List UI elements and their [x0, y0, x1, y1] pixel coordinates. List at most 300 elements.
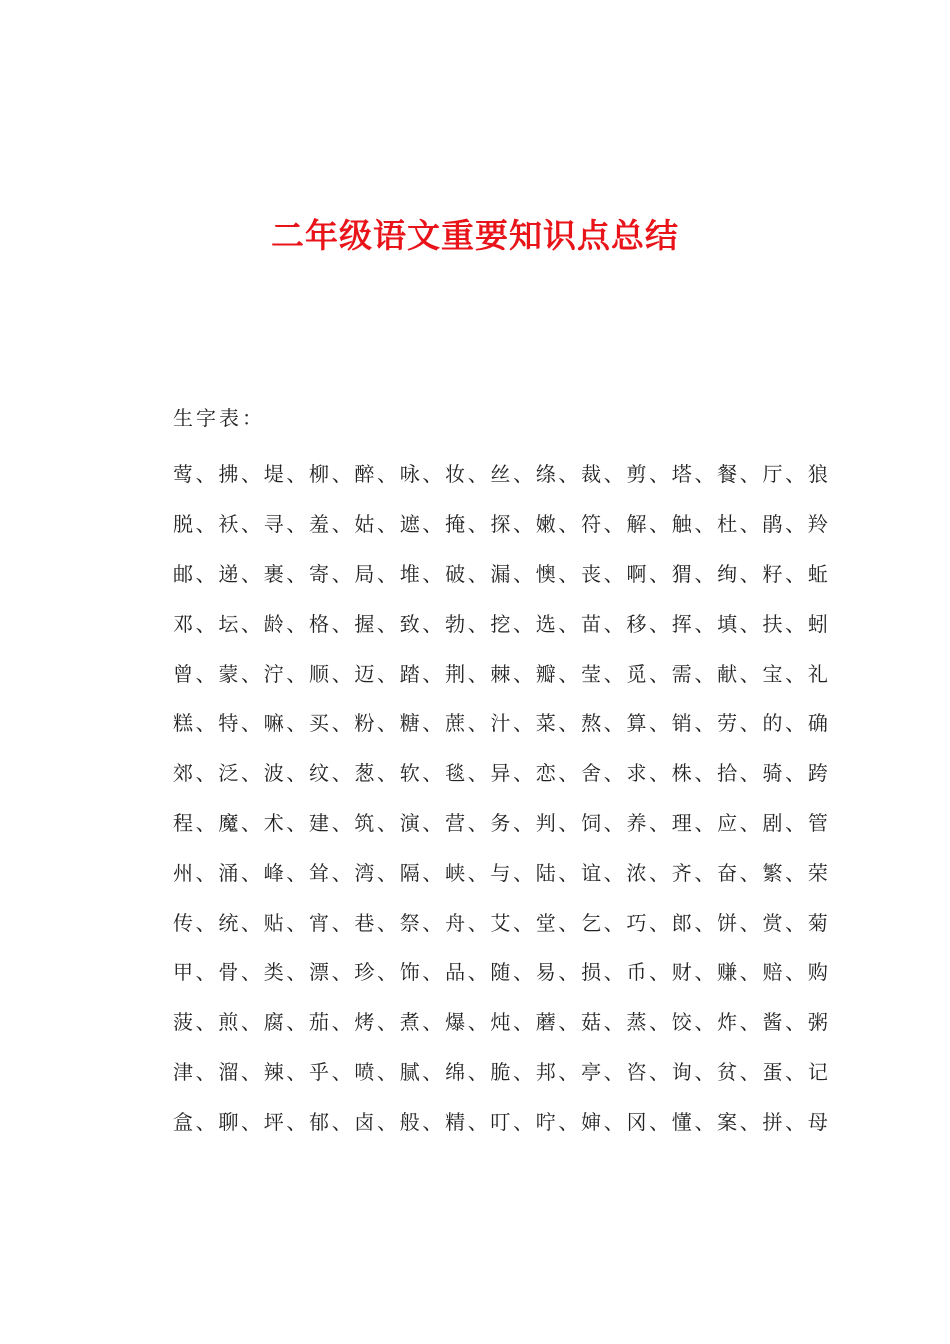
separator: 、	[513, 910, 534, 935]
character-item: 术	[263, 810, 284, 835]
character-item: 拂	[218, 462, 239, 487]
separator: 、	[694, 561, 715, 586]
separator: 、	[603, 611, 624, 636]
character-item: 寻	[263, 512, 284, 537]
character-item: 觅	[626, 661, 647, 686]
separator: 、	[241, 611, 262, 636]
character-item: 懊	[535, 561, 556, 586]
separator: 、	[739, 761, 760, 786]
separator: 、	[467, 611, 488, 636]
character-item: 浓	[626, 860, 647, 885]
separator: 、	[331, 711, 352, 736]
character-item: 舍	[581, 761, 602, 786]
character-item: 拼	[762, 1109, 783, 1134]
separator: 、	[286, 1109, 307, 1134]
separator: 、	[241, 711, 262, 736]
character-item: 嘛	[263, 711, 284, 736]
separator: 、	[513, 860, 534, 885]
character-item: 茄	[309, 1010, 330, 1035]
separator: 、	[241, 462, 262, 487]
separator: 、	[694, 910, 715, 935]
character-item: 的	[762, 711, 783, 736]
character-table	[173, 448, 828, 1145]
separator: 、	[558, 1059, 579, 1084]
separator: 、	[422, 711, 443, 736]
character-item: 龄	[263, 611, 284, 636]
character-item: 巧	[626, 910, 647, 935]
character-item: 移	[626, 611, 647, 636]
separator: 、	[558, 711, 579, 736]
separator: 、	[649, 810, 670, 835]
separator: 、	[286, 761, 307, 786]
separator: 、	[649, 860, 670, 885]
separator: 、	[649, 960, 670, 985]
separator: 、	[331, 910, 352, 935]
separator: 、	[467, 661, 488, 686]
character-item: 需	[671, 661, 692, 686]
character-item: 特	[218, 711, 239, 736]
separator: 、	[286, 711, 307, 736]
separator: 、	[377, 960, 398, 985]
separator: 、	[558, 1109, 579, 1134]
separator: 、	[513, 512, 534, 537]
separator: 、	[241, 960, 262, 985]
character-item: 乎	[309, 1059, 330, 1084]
character-item: 曾	[173, 661, 193, 686]
character-item: 堂	[535, 910, 556, 935]
character-item: 营	[445, 810, 466, 835]
character-item: 饰	[399, 960, 420, 985]
separator: 、	[739, 711, 760, 736]
separator: 、	[603, 1010, 624, 1035]
separator: 、	[422, 860, 443, 885]
character-item: 邦	[535, 1059, 556, 1084]
separator: 、	[241, 1010, 262, 1035]
character-item: 礼	[807, 661, 828, 686]
character-item: 解	[626, 512, 647, 537]
character-item: 易	[535, 960, 556, 985]
separator: 、	[195, 860, 216, 885]
character-item: 类	[263, 960, 284, 985]
separator: 、	[331, 761, 352, 786]
character-item: 糕	[173, 711, 193, 736]
character-item: 丧	[581, 561, 602, 586]
character-item: 菜	[535, 711, 556, 736]
character-row	[173, 1095, 828, 1145]
character-item: 贴	[263, 910, 284, 935]
character-row	[173, 597, 828, 647]
character-item: 盒	[173, 1109, 193, 1134]
character-item: 辣	[263, 1059, 284, 1084]
character-item: 啊	[626, 561, 647, 586]
separator: 、	[467, 810, 488, 835]
separator: 、	[467, 561, 488, 586]
character-item: 堆	[399, 561, 420, 586]
character-item: 酱	[762, 1010, 783, 1035]
character-item: 饲	[581, 810, 602, 835]
separator: 、	[603, 910, 624, 935]
separator: 、	[739, 611, 760, 636]
separator: 、	[694, 711, 715, 736]
character-item: 宵	[309, 910, 330, 935]
separator: 、	[422, 810, 443, 835]
character-item: 涌	[218, 860, 239, 885]
separator: 、	[694, 462, 715, 487]
character-item: 遮	[399, 512, 420, 537]
character-item: 筑	[354, 810, 375, 835]
separator: 、	[603, 1059, 624, 1084]
character-item: 选	[535, 611, 556, 636]
character-item: 烤	[354, 1010, 375, 1035]
character-item: 币	[626, 960, 647, 985]
separator: 、	[422, 1109, 443, 1134]
separator: 、	[286, 561, 307, 586]
character-item: 宝	[762, 661, 783, 686]
character-item: 劳	[717, 711, 738, 736]
separator: 、	[603, 860, 624, 885]
character-item: 舟	[445, 910, 466, 935]
character-item: 踏	[399, 661, 420, 686]
character-item: 判	[535, 810, 556, 835]
character-item: 谊	[581, 860, 602, 885]
character-item: 菊	[807, 910, 828, 935]
character-item: 顺	[309, 661, 330, 686]
character-item: 棘	[490, 661, 511, 686]
separator: 、	[377, 1059, 398, 1084]
separator: 、	[241, 910, 262, 935]
separator: 、	[739, 910, 760, 935]
character-item: 破	[445, 561, 466, 586]
separator: 、	[694, 1010, 715, 1035]
separator: 、	[286, 611, 307, 636]
character-item: 爆	[445, 1010, 466, 1035]
separator: 、	[694, 960, 715, 985]
separator: 、	[739, 960, 760, 985]
character-item: 炸	[717, 1010, 738, 1035]
character-item: 粥	[807, 1010, 828, 1035]
character-item: 坛	[218, 611, 239, 636]
separator: 、	[649, 1010, 670, 1035]
separator: 、	[377, 1010, 398, 1035]
separator: 、	[422, 561, 443, 586]
character-item: 狼	[807, 462, 828, 487]
separator: 、	[558, 910, 579, 935]
separator: 、	[649, 611, 670, 636]
character-item: 炖	[490, 1010, 511, 1035]
separator: 、	[467, 512, 488, 537]
separator: 、	[422, 1059, 443, 1084]
separator: 、	[785, 860, 806, 885]
separator: 、	[422, 761, 443, 786]
character-item: 苗	[581, 611, 602, 636]
character-item: 祭	[399, 910, 420, 935]
character-item: 汁	[490, 711, 511, 736]
character-item: 递	[218, 561, 239, 586]
separator: 、	[331, 960, 352, 985]
separator: 、	[558, 810, 579, 835]
character-item: 餐	[717, 462, 738, 487]
character-item: 饺	[671, 1010, 692, 1035]
separator: 、	[649, 462, 670, 487]
character-item: 姑	[354, 512, 375, 537]
character-item: 骑	[762, 761, 783, 786]
character-item: 寄	[309, 561, 330, 586]
separator: 、	[467, 860, 488, 885]
character-item: 蔗	[445, 711, 466, 736]
character-item: 瓣	[535, 661, 556, 686]
character-item: 煎	[218, 1010, 239, 1035]
separator: 、	[649, 561, 670, 586]
separator: 、	[377, 860, 398, 885]
separator: 、	[785, 810, 806, 835]
separator: 、	[603, 810, 624, 835]
separator: 、	[422, 960, 443, 985]
character-row	[173, 647, 828, 697]
character-item: 填	[717, 611, 738, 636]
separator: 、	[739, 1109, 760, 1134]
separator: 、	[513, 1010, 534, 1035]
separator: 、	[785, 1010, 806, 1035]
separator: 、	[694, 860, 715, 885]
character-item: 珍	[354, 960, 375, 985]
character-item: 理	[671, 810, 692, 835]
character-item: 叮	[490, 1109, 511, 1134]
character-item: 记	[807, 1059, 828, 1084]
character-item: 聊	[218, 1109, 239, 1134]
separator: 、	[195, 1010, 216, 1035]
character-item: 挖	[490, 611, 511, 636]
character-row	[173, 697, 828, 747]
separator: 、	[286, 512, 307, 537]
character-item: 粉	[354, 711, 375, 736]
separator: 、	[467, 910, 488, 935]
separator: 、	[195, 810, 216, 835]
character-item: 符	[581, 512, 602, 537]
character-item: 勃	[445, 611, 466, 636]
separator: 、	[331, 512, 352, 537]
separator: 、	[694, 1109, 715, 1134]
separator: 、	[603, 512, 624, 537]
character-item: 管	[807, 810, 828, 835]
character-item: 裁	[581, 462, 602, 487]
character-item: 州	[173, 860, 193, 885]
character-item: 喷	[354, 1059, 375, 1084]
character-item: 脆	[490, 1059, 511, 1084]
separator: 、	[467, 462, 488, 487]
character-item: 案	[717, 1109, 738, 1134]
character-item: 堤	[263, 462, 284, 487]
separator: 、	[195, 611, 216, 636]
character-item: 泞	[263, 661, 284, 686]
separator: 、	[558, 761, 579, 786]
separator: 、	[377, 910, 398, 935]
separator: 、	[739, 661, 760, 686]
character-item: 咏	[399, 462, 420, 487]
character-item: 养	[626, 810, 647, 835]
separator: 、	[467, 1010, 488, 1035]
character-item: 与	[490, 860, 511, 885]
separator: 、	[649, 910, 670, 935]
character-item: 脱	[173, 512, 193, 537]
character-item: 葱	[354, 761, 375, 786]
separator: 、	[195, 711, 216, 736]
separator: 、	[195, 910, 216, 935]
character-item: 鹃	[762, 512, 783, 537]
separator: 、	[739, 512, 760, 537]
character-item: 峰	[263, 860, 284, 885]
character-item: 猬	[671, 561, 692, 586]
separator: 、	[558, 611, 579, 636]
character-item: 咛	[535, 1109, 556, 1134]
character-item: 波	[263, 761, 284, 786]
separator: 、	[286, 1010, 307, 1035]
character-item: 赏	[762, 910, 783, 935]
character-item: 询	[671, 1059, 692, 1084]
character-item: 菠	[173, 1010, 193, 1035]
separator: 、	[241, 1109, 262, 1134]
character-item: 醉	[354, 462, 375, 487]
separator: 、	[241, 661, 262, 686]
separator: 、	[331, 611, 352, 636]
separator: 、	[603, 1109, 624, 1134]
separator: 、	[649, 1109, 670, 1134]
character-item: 建	[309, 810, 330, 835]
character-item: 剧	[762, 810, 783, 835]
separator: 、	[331, 1010, 352, 1035]
separator: 、	[377, 611, 398, 636]
character-item: 嫩	[535, 512, 556, 537]
separator: 、	[422, 1010, 443, 1035]
character-item: 婶	[581, 1109, 602, 1134]
character-row	[173, 747, 828, 797]
separator: 、	[331, 1109, 352, 1134]
separator: 、	[649, 661, 670, 686]
document-title: 二年级语文重要知识点总结	[271, 216, 679, 255]
separator: 、	[694, 761, 715, 786]
separator: 、	[422, 910, 443, 935]
character-item: 恋	[535, 761, 556, 786]
character-item: 扶	[762, 611, 783, 636]
separator: 、	[603, 960, 624, 985]
character-item: 艾	[490, 910, 511, 935]
character-item: 局	[354, 561, 375, 586]
separator: 、	[467, 960, 488, 985]
character-row	[173, 448, 828, 498]
separator: 、	[241, 860, 262, 885]
separator: 、	[513, 1109, 534, 1134]
character-item: 触	[671, 512, 692, 537]
separator: 、	[331, 661, 352, 686]
separator: 、	[195, 561, 216, 586]
character-item: 异	[490, 761, 511, 786]
separator: 、	[649, 512, 670, 537]
character-item: 株	[671, 761, 692, 786]
character-item: 挥	[671, 611, 692, 636]
separator: 、	[603, 761, 624, 786]
separator: 、	[558, 1010, 579, 1035]
character-item: 杜	[717, 512, 738, 537]
separator: 、	[694, 611, 715, 636]
character-item: 损	[581, 960, 602, 985]
character-item: 奋	[717, 860, 738, 885]
separator: 、	[467, 711, 488, 736]
character-item: 妆	[445, 462, 466, 487]
character-item: 购	[807, 960, 828, 985]
separator: 、	[513, 960, 534, 985]
character-row	[173, 896, 828, 946]
separator: 、	[513, 711, 534, 736]
character-item: 籽	[762, 561, 783, 586]
character-item: 赚	[717, 960, 738, 985]
separator: 、	[649, 761, 670, 786]
character-item: 腐	[263, 1010, 284, 1035]
character-item: 蒙	[218, 661, 239, 686]
separator: 、	[739, 860, 760, 885]
separator: 、	[785, 1059, 806, 1084]
character-item: 卤	[354, 1109, 375, 1134]
character-item: 陆	[535, 860, 556, 885]
separator: 、	[195, 761, 216, 786]
separator: 、	[558, 960, 579, 985]
separator: 、	[739, 1010, 760, 1035]
character-item: 纹	[309, 761, 330, 786]
character-item: 探	[490, 512, 511, 537]
character-item: 蛋	[762, 1059, 783, 1084]
character-item: 郎	[671, 910, 692, 935]
separator: 、	[603, 462, 624, 487]
separator: 、	[377, 512, 398, 537]
character-item: 拾	[717, 761, 738, 786]
separator: 、	[331, 810, 352, 835]
separator: 、	[785, 711, 806, 736]
character-item: 骨	[218, 960, 239, 985]
character-item: 厅	[762, 462, 783, 487]
separator: 、	[377, 711, 398, 736]
character-item: 传	[173, 910, 193, 935]
character-row	[173, 797, 828, 847]
separator: 、	[286, 661, 307, 686]
character-item: 跨	[807, 761, 828, 786]
character-item: 随	[490, 960, 511, 985]
character-item: 繁	[762, 860, 783, 885]
character-item: 般	[399, 1109, 420, 1134]
character-item: 冈	[626, 1109, 647, 1134]
character-item: 菇	[581, 1010, 602, 1035]
character-item: 贫	[717, 1059, 738, 1084]
character-item: 咨	[626, 1059, 647, 1084]
separator: 、	[377, 1109, 398, 1134]
character-item: 母	[807, 1109, 828, 1134]
separator: 、	[286, 860, 307, 885]
character-item: 漂	[309, 960, 330, 985]
character-item: 漏	[490, 561, 511, 586]
character-item: 蘑	[535, 1010, 556, 1035]
character-item: 袄	[218, 512, 239, 537]
character-item: 毯	[445, 761, 466, 786]
separator: 、	[694, 512, 715, 537]
separator: 、	[286, 1059, 307, 1084]
character-item: 蚯	[807, 561, 828, 586]
separator: 、	[739, 1059, 760, 1084]
character-item: 莺	[173, 462, 193, 487]
character-item: 绚	[717, 561, 738, 586]
character-item: 莹	[581, 661, 602, 686]
separator: 、	[785, 960, 806, 985]
character-item: 腻	[399, 1059, 420, 1084]
character-item: 握	[354, 611, 375, 636]
separator: 、	[241, 1059, 262, 1084]
separator: 、	[241, 761, 262, 786]
